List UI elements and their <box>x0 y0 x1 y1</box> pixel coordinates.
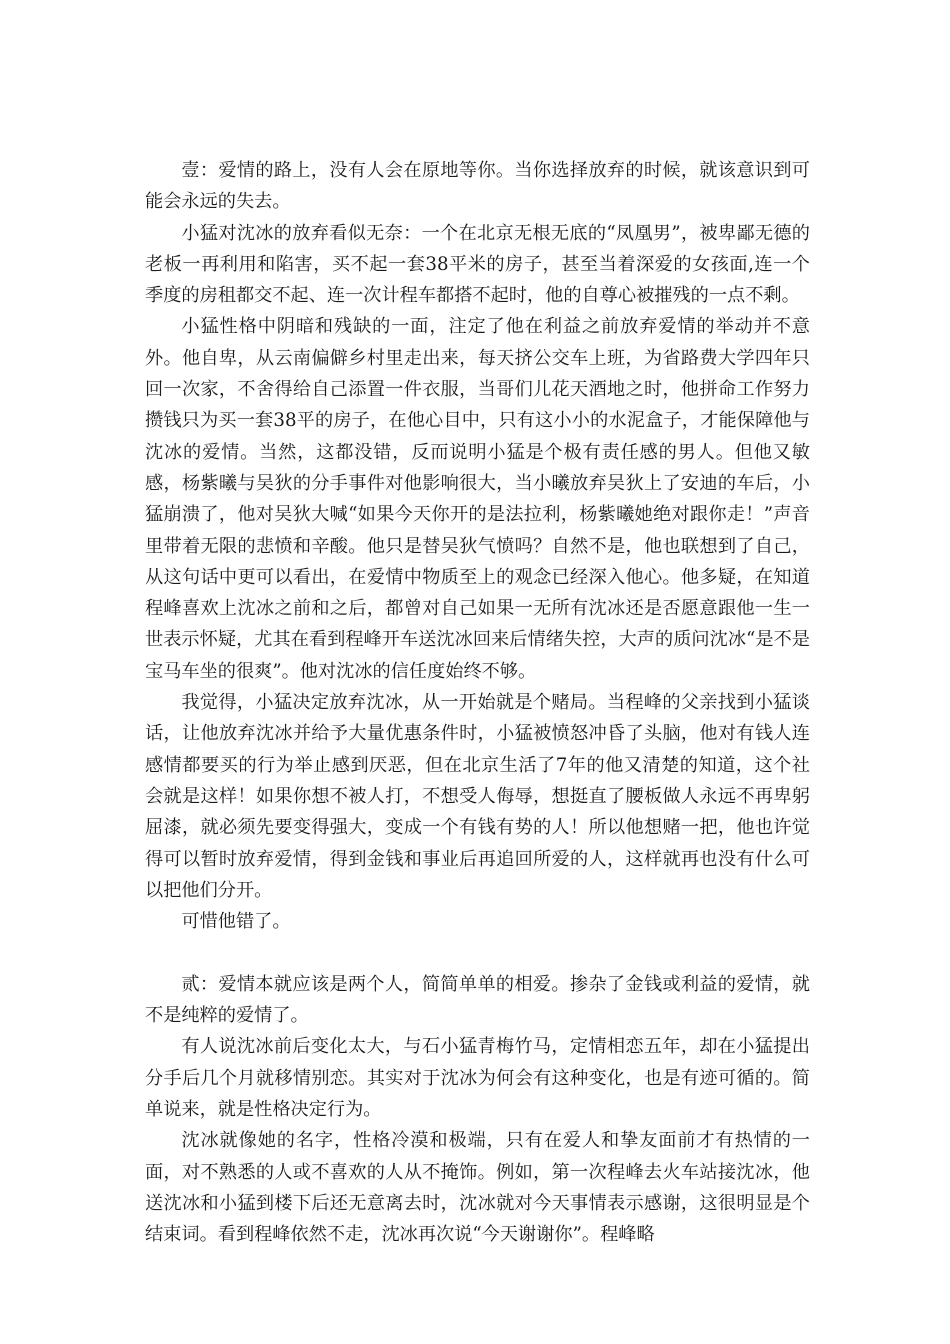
section-spacer <box>145 937 810 968</box>
paragraph: 可惜他错了。 <box>181 911 291 933</box>
paragraph: 贰：爱情本就应该是两个人，简简单单的相爱。掺杂了金钱或利益的爱情，就不是纯粹的爱情了。 <box>145 973 810 1027</box>
document-page <box>145 155 810 1250</box>
paragraph: 我觉得，小猛决定放弃沈冰，从一开始就是个赌局。当程峰的父亲找到小猛谈话，让他放弃沈冰并给予大量优惠条件时，小猛被愤怒冲昏了头脑，他对有钱人连感情都要买的行为举止感到厌恶，但在北京生活了7年的他又清楚的知道，这个社会就是这样！如果你想不被人打，不想受人侮辱，想挺直了腰板做人永远不再卑躬屈漆，就必须先要变得强大，变成一个有钱有势的人！所以他想赌一把，他也许觉得可以暂时放弃爱情，得到金钱和事业后再追回所爱的人，这样就再也没有什么可以把他们分开。 <box>145 692 810 901</box>
paragraph: 沈冰就像她的名字，性格冷漠和极端，只有在爱人和挚友面前才有热情的一面，对不熟悉的人或不喜欢的人从不掩饰。例如，第一次程峰去火车站接沈冰，他送沈冰和小猛到楼下后还无意离去时，沈冰就对今天事情表示感谢，这很明显是个结束词。看到程峰依然不走，沈冰再次说“今天谢谢你”。程峰略 <box>145 1130 810 1246</box>
paragraph: 小猛对沈冰的放弃看似无奈：一个在北京无根无底的“凤凰男”，被卑鄙无德的老板一再利用和陷害，买不起一套38平米的房子，甚至当着深爱的女孩面,连一个季度的房租都交不起、连一次计程车都搭不起时，他的自尊心被摧残的一点不剩。 <box>145 222 810 307</box>
paragraph: 有人说沈冰前后变化太大，与石小猛青梅竹马，定情相恋五年，却在小猛提出分手后几个月就移情别恋。其实对于沈冰为何会有这种变化，也是有迹可循的。简单说来，就是性格决定行为。 <box>145 1036 810 1120</box>
paragraph: 壹：爱情的路上，没有人会在原地等你。当你选择放弃的时候，就该意识到可能会永远的失去。 <box>145 160 810 213</box>
paragraph: 小猛性格中阴暗和残缺的一面，注定了他在利益之前放弃爱情的举动并不意外。他自卑，从云南偏僻乡村里走出来，每天挤公交车上班，为省路费大学四年只回一次家，不舍得给自己添置一件衣服，当哥们儿花天酒地之时，他拼命工作努力攒钱只为买一套38平的房子，在他心目中，只有这小小的水泥盒子，才能保障他与沈冰的爱情。当然，这都没错，反而说明小猛是个极有责任感的男人。但他又敏感，杨紫曦与吴狄的分手事件对他影响很大，当小曦放弃吴狄上了安迪的车后，小猛崩溃了，他对吴狄大喊“如果今天你开的是法拉利，杨紫曦她绝对跟你走！”声音里带着无限的悲愤和辛酸。他只是替吴狄气愤吗？自然不是，他也联想到了自己，从这句话中更可以看出，在爱情中物质至上的观念已经深入他心。他多疑，在知道程峰喜欢上沈冰之前和之后，都曾对自己如果一无所有沈冰还是否愿意跟他一生一世表示怀疑，尤其在看到程峰开车送沈冰回来后情绪失控，大声的质问沈冰“是不是宝马车坐的很爽”。他对沈冰的信任度始终不够。 <box>145 316 810 682</box>
